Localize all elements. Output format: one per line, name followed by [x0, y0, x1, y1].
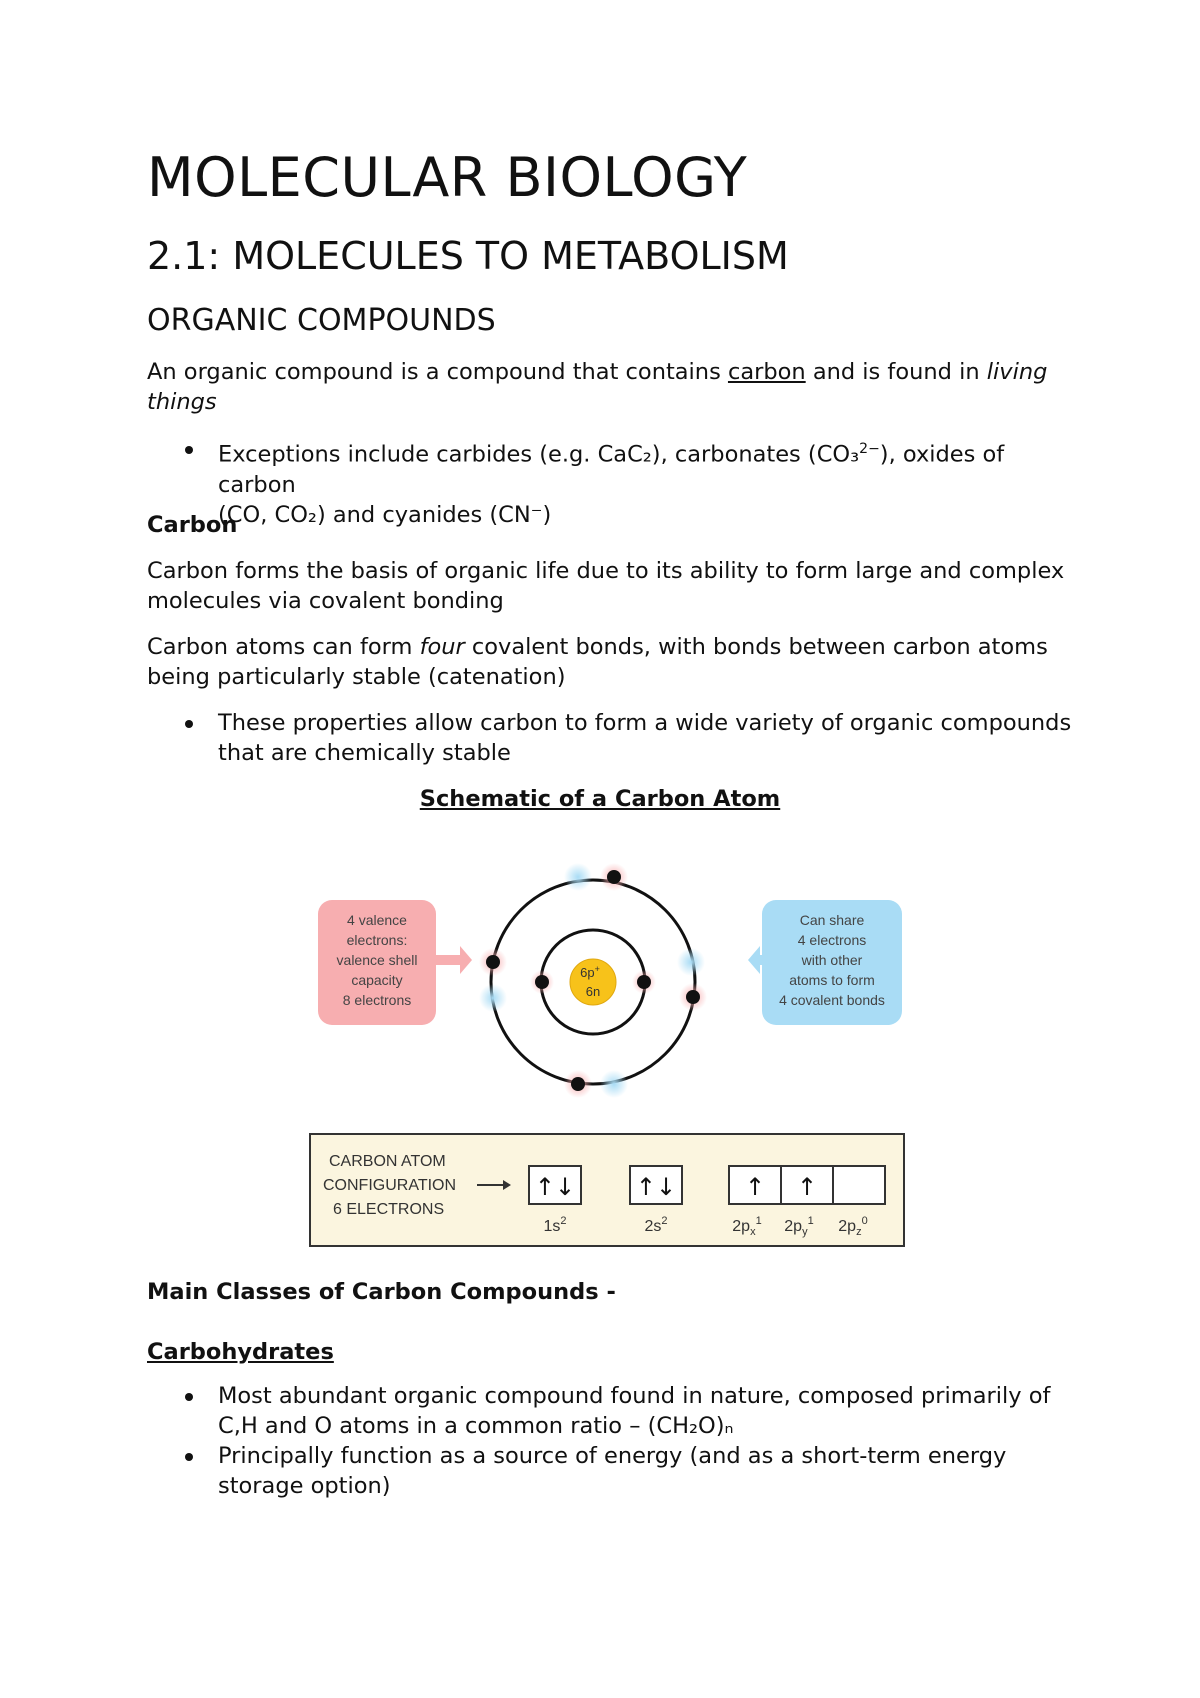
left-box-line-2: electrons: — [346, 932, 408, 948]
orbital-label-1s: $1s^2$ — [543, 1215, 567, 1235]
left-box-line-3: valence shell — [336, 952, 418, 968]
electron — [637, 975, 651, 989]
electron — [607, 870, 621, 884]
carbon-link[interactable]: carbon — [727, 359, 806, 385]
electron — [686, 990, 700, 1004]
electron — [571, 1077, 585, 1091]
carbon-paragraph-1: Carbon forms the basis of organic life due to its ability to form large and complex molecules via covalent bonding — [147, 558, 1065, 614]
config-label-2: CONFIGURATION — [323, 1177, 457, 1194]
intro-italic: living things — [147, 359, 1048, 415]
intro-text-2: and is found in — [805, 359, 987, 385]
right-box-line-4: atoms to form — [789, 972, 875, 988]
orbital-label-2pz: $2p_z^0$ — [838, 1215, 868, 1238]
config-label-3: 6 ELECTRONS — [333, 1201, 445, 1218]
electron-glow — [600, 1070, 628, 1098]
exceptions-sup: 2− — [859, 441, 880, 457]
nucleus-neutrons: 6n — [585, 984, 601, 999]
electron-glow — [479, 984, 507, 1012]
bullet-dot — [185, 1393, 193, 1401]
carbon-p2-text: Carbon atoms can form — [147, 634, 420, 660]
orbital-arrows-2s: ↑↓ — [635, 1173, 677, 1201]
right-box-line-3: with other — [801, 952, 863, 968]
exceptions-text-2: (CO, CO₂) and cyanides (CN⁻) — [218, 501, 552, 528]
config-label-1: CARBON ATOM — [329, 1153, 446, 1170]
orbital-label-2s: $2s^2$ — [644, 1215, 668, 1235]
carbs-bullet-2: Principally function as a source of energy (and as a short-term energy storage option) — [218, 1443, 1007, 1499]
left-box-line-4: capacity — [351, 972, 403, 988]
right-box-line-2: 4 electrons — [797, 932, 867, 948]
right-box-line-5: 4 covalent bonds — [779, 992, 885, 1008]
carbon-p2-text-2: covalent bonds, with bonds between carbon atoms being particularly stable (catenation) — [147, 634, 1048, 690]
subsection-heading: ORGANIC COMPOUNDS — [147, 303, 496, 338]
page-title: MOLECULAR BIOLOGY — [147, 146, 748, 209]
right-box-line-1: Can share — [799, 912, 865, 928]
orbital-arrows-2px: ↑ — [744, 1173, 766, 1201]
section-heading: 2.1: MOLECULES TO METABOLISM — [147, 234, 789, 278]
electron — [486, 955, 500, 969]
electron — [535, 975, 549, 989]
carbon-heading: Carbon — [147, 512, 238, 538]
left-box-line-5: 8 electrons — [342, 992, 412, 1008]
orbital-box-2pz — [833, 1166, 885, 1204]
orbital-label-2py: $2p_y^1$ — [784, 1215, 814, 1238]
intro-text: An organic compound is a compound that contains — [147, 359, 728, 385]
exceptions-text-b: ), oxides of carbon — [218, 441, 1005, 498]
carbon-paragraph-2 — [147, 632, 1077, 692]
right-arrow-icon — [436, 946, 472, 974]
nucleus-protons: 6p+ — [580, 964, 600, 980]
carbon-atom-diagram — [300, 850, 920, 1100]
orbital-arrows-1s: ↑↓ — [534, 1173, 576, 1201]
carbon-bullet: These properties allow carbon to form a wide variety of organic compounds that are chemically stable — [218, 710, 1072, 766]
electron-glow — [677, 948, 705, 976]
carbon-p2-italic: four — [419, 634, 465, 660]
carbohydrates-heading: Carbohydrates — [147, 1339, 334, 1365]
orbital-label-2px: $2p_x^1$ — [732, 1215, 762, 1238]
carbs-bullet-1: Most abundant organic compound found in nature, composed primarily of C,H and O atoms in a common ratio – (CH₂O)ₙ — [218, 1383, 1051, 1439]
classes-heading: Main Classes of Carbon Compounds - — [147, 1279, 616, 1305]
bullet-dot — [185, 720, 193, 728]
left-box-line-1: 4 valence — [347, 912, 407, 928]
intro-paragraph — [147, 357, 1077, 417]
electron-configuration-box — [309, 1133, 905, 1247]
bullet-dot — [185, 446, 193, 454]
electron-glow — [564, 863, 592, 891]
exceptions-text: Exceptions include carbides (e.g. CaC₂), carbonates (CO₃ — [218, 441, 860, 468]
schematic-title: Schematic of a Carbon Atom — [419, 786, 781, 812]
orbital-arrows-2py: ↑ — [796, 1173, 818, 1201]
bullet-dot — [185, 1453, 193, 1461]
